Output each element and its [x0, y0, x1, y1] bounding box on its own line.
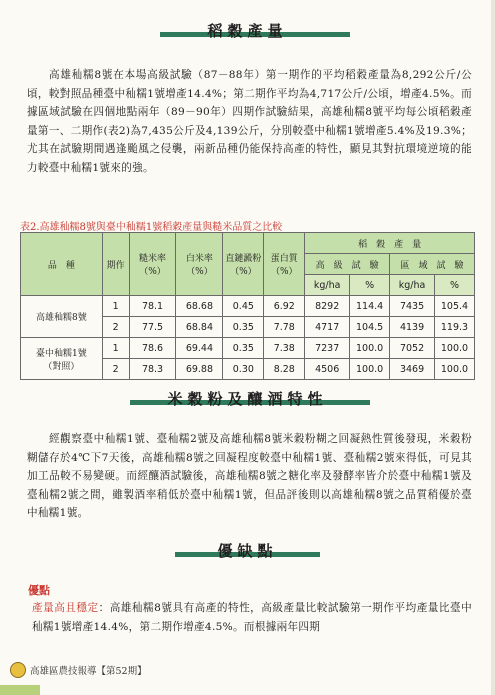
corner-decoration — [0, 685, 40, 695]
table-row — [21, 296, 475, 317]
unit-pct: % — [350, 275, 390, 296]
reg-kg-cell: 7435 — [390, 296, 435, 317]
header-regional-trial: 區 域 試 驗 — [390, 254, 475, 275]
advantage-lead: 產量高且穩定 — [32, 602, 99, 614]
reg-pct-cell: 100.0 — [434, 359, 474, 380]
brown-cell: 78.6 — [129, 338, 176, 359]
amylose-cell: 0.30 — [223, 359, 264, 380]
adv-kg-cell: 4717 — [305, 317, 350, 338]
adv-pct-cell: 104.5 — [350, 317, 390, 338]
journal-logo-icon — [10, 662, 26, 678]
reg-pct-cell: 105.4 — [434, 296, 474, 317]
season-cell: 2 — [102, 317, 129, 338]
variety-name: 臺中秈糯1號 （對照） — [21, 338, 103, 380]
page-edge — [491, 0, 495, 695]
adv-kg-cell: 7237 — [305, 338, 350, 359]
adv-kg-cell: 4506 — [305, 359, 350, 380]
heading-title: 米穀粉及釀酒特性 — [167, 390, 328, 408]
adv-pct-cell: 100.0 — [350, 338, 390, 359]
amylose-cell: 0.35 — [223, 338, 264, 359]
white-cell: 68.84 — [176, 317, 223, 338]
brown-cell: 78.3 — [129, 359, 176, 380]
heading-title: 稻穀產量 — [207, 22, 288, 40]
white-cell: 69.44 — [176, 338, 223, 359]
unit-kg: kg/ha — [390, 275, 435, 296]
footer-text: 高雄區農技報導【第52期】 — [30, 666, 147, 677]
protein-cell: 7.38 — [264, 338, 305, 359]
header-yield: 稻 穀 產 量 — [305, 233, 475, 254]
flour-paragraph: 經觀察臺中秈糯1號、臺秈糯2號及高雄秈糯8號米穀粉糊之回凝熱性質後發現，米穀粉糊儲存於4℃下7天後，高雄秈糯8號之回凝程度較臺中秈糯1號、臺秈糯2號來得低，可見其加工品較不易變硬。而經釀酒試驗後，高雄秈糯8號之糖化率及發酵率皆介於臺中秈糯1號及臺秈糯2號之間，雖製酒率稍低於臺中秈糯1號，但品評後則以高雄秈糯8號之品質稍優於臺中秈糯1號。 — [27, 433, 472, 520]
protein-cell: 8.28 — [264, 359, 305, 380]
yield-paragraph: 高雄秈糯8號在本場高級試驗（87－88年）第一期作的平均稻穀產量為8,292公斤/公頃，較對照品種臺中秈糯1號增產14.4%；第二期作平均為4,717公斤/公頃，增產4.5%。而據區域試驗在四個地點兩年（89－90年）四期作試驗結果，高雄秈糯8號平均每公頃稻穀產量第一、二期作(表2)為7,435公斤及4,139公斤，分別較臺中秈糯1號增產5.4%及19.3%；尤其在試驗期間遇逢颱風之侵襲，兩新品種仍能保持高產的特性，顯見其對抗環境逆境的能力較臺中秈糯1號來的強。 — [27, 69, 472, 174]
table-row — [21, 338, 475, 359]
brown-cell: 78.1 — [129, 296, 176, 317]
adv-pct-cell: 100.0 — [350, 359, 390, 380]
header-white-rice: 白米率 （%） — [176, 233, 223, 296]
unit-kg: kg/ha — [305, 275, 350, 296]
reg-kg-cell: 4139 — [390, 317, 435, 338]
subheading-advantages: 優點 — [28, 584, 50, 597]
header-advanced-trial: 高 級 試 驗 — [305, 254, 390, 275]
reg-pct-cell: 100.0 — [434, 338, 474, 359]
header-brown-rice: 糙米率 （%） — [129, 233, 176, 296]
section-heading-pros-cons — [0, 540, 495, 561]
reg-kg-cell: 7052 — [390, 338, 435, 359]
section-heading-flour — [0, 388, 495, 409]
white-cell: 69.88 — [176, 359, 223, 380]
reg-pct-cell: 119.3 — [434, 317, 474, 338]
protein-cell: 7.78 — [264, 317, 305, 338]
unit-pct: % — [434, 275, 474, 296]
adv-kg-cell: 8292 — [305, 296, 350, 317]
advantages-paragraph — [32, 599, 472, 636]
season-cell: 1 — [102, 296, 129, 317]
table-caption: 表2.高雄秈糯8號與臺中秈糯1號稻穀產量與糙米品質之比較 — [20, 222, 283, 233]
variety-name: 高雄秈糯8號 — [21, 296, 103, 338]
adv-pct-cell: 114.4 — [350, 296, 390, 317]
white-cell: 68.68 — [176, 296, 223, 317]
section-heading-yield — [0, 20, 495, 41]
footer — [10, 662, 147, 678]
header-variety: 品 種 — [21, 233, 103, 296]
heading-title: 優缺點 — [217, 542, 278, 560]
advantage-text: ：高雄秈糯8號具有高產的特性，高級產量比較試驗第一期作平均產量比臺中秈糯1號增產14.4%，第二期作增產4.5%。而根據兩年四期 — [32, 602, 472, 633]
brown-cell: 77.5 — [129, 317, 176, 338]
header-amylose: 直鏈澱粉 （%） — [223, 233, 264, 296]
yield-table — [20, 232, 475, 380]
season-cell: 2 — [102, 359, 129, 380]
amylose-cell: 0.35 — [223, 317, 264, 338]
amylose-cell: 0.45 — [223, 296, 264, 317]
season-cell: 1 — [102, 338, 129, 359]
reg-kg-cell: 3469 — [390, 359, 435, 380]
protein-cell: 6.92 — [264, 296, 305, 317]
header-protein: 蛋白質 （%） — [264, 233, 305, 296]
header-season: 期作 — [102, 233, 129, 296]
